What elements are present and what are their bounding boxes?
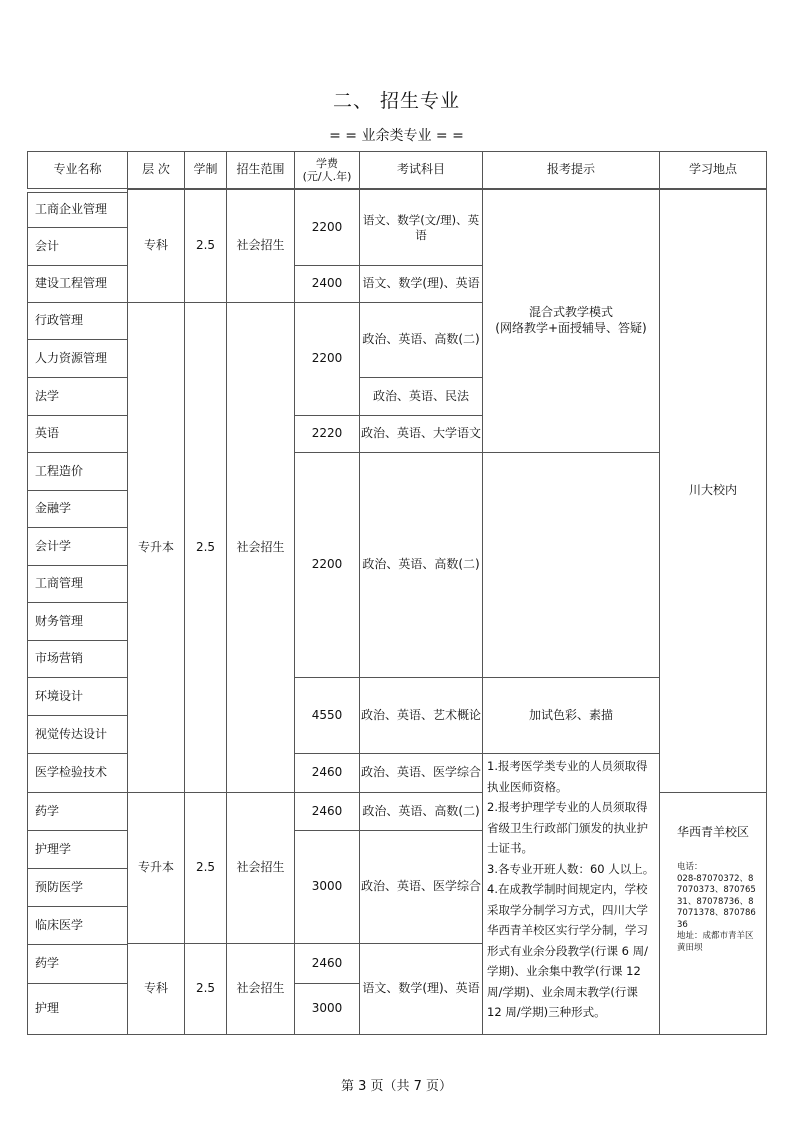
- major-cell: 预防医学: [27, 868, 128, 907]
- major-cell: 金融学: [27, 490, 128, 528]
- phone-label: 电话：: [677, 862, 703, 872]
- level-cell: 专升本: [127, 302, 185, 793]
- note-2: 2.报考护理学专业的人员须取得省级卫生行政部门颁发的执业护士证书。: [487, 800, 648, 855]
- exam-cell: 政治、英语、高数(二): [359, 792, 483, 831]
- exam-cell: 语文、数学(文/理)、英语: [359, 189, 483, 266]
- tip-notes: [482, 753, 660, 1035]
- header-name: 专业名称: [27, 151, 128, 189]
- major-cell: 会计: [27, 227, 128, 266]
- major-cell: 工程造价: [27, 452, 128, 491]
- campus2-address: 地址：成都市青羊区黄田坝: [677, 931, 754, 953]
- major-cell: 护理学: [27, 830, 128, 869]
- fee-cell: 2460: [294, 753, 360, 793]
- level-cell: 专科: [127, 189, 185, 303]
- scope-cell: 社会招生: [226, 189, 295, 303]
- years-cell: 2.5: [184, 792, 227, 944]
- major-cell: 环境设计: [27, 677, 128, 716]
- exam-cell: 政治、英语、医学综合: [359, 753, 483, 793]
- tip-empty: [482, 452, 660, 678]
- tip-mixed-title: 混合式教学模式: [528, 305, 613, 320]
- note-4: 4.在成教学制时间规定内，学校采取学分制学习方式，四川大学华西青羊校区实行学分制，学习形式有业余分段教学(行课 6 周/学期)、业余集中教学(行课 12 周/学期)、业余周末教学(行课 12 周/学期)三种形式。: [487, 882, 648, 1019]
- exam-cell: 政治、英语、高数(二): [359, 302, 483, 378]
- major-cell: 工商企业管理: [27, 192, 128, 228]
- level-cell: 专科: [127, 943, 185, 1035]
- fee-cell: 2220: [294, 415, 360, 453]
- major-cell: 会计学: [27, 527, 128, 566]
- header-place: 学习地点: [659, 151, 767, 189]
- major-cell: 英语: [27, 415, 128, 453]
- header-years: 学制: [184, 151, 227, 189]
- exam-cell: 语文、数学(理)、英语: [359, 943, 483, 1035]
- majors-table: [27, 151, 767, 1035]
- exam-cell: 政治、英语、民法: [359, 377, 483, 416]
- major-cell: 工商管理: [27, 565, 128, 603]
- exam-cell: 政治、英语、艺术概论: [359, 677, 483, 754]
- scope-cell: 社会招生: [226, 943, 295, 1035]
- header-level: 层 次: [127, 151, 185, 189]
- fee-cell: 2400: [294, 265, 360, 303]
- fee-cell: 3000: [294, 830, 360, 944]
- tip-art: 加试色彩、素描: [482, 677, 660, 754]
- years-cell: 2.5: [184, 189, 227, 303]
- section-title: 二、 招生专业: [332, 90, 461, 112]
- fee-cell: 2200: [294, 452, 360, 678]
- fee-cell: 2460: [294, 792, 360, 831]
- header-scope: 招生范围: [226, 151, 295, 189]
- place-campus2: [659, 792, 767, 1035]
- tip-mixed-sub: (网络教学+面授辅导、答疑): [495, 321, 647, 335]
- exam-cell: 语文、数学(理)、英语: [359, 265, 483, 303]
- major-cell: 市场营销: [27, 640, 128, 678]
- fee-cell: 2460: [294, 943, 360, 984]
- level-cell: 专升本: [127, 792, 185, 944]
- fee-cell: 2200: [294, 302, 360, 416]
- fee-cell: 3000: [294, 983, 360, 1035]
- fee-cell: 2200: [294, 189, 360, 266]
- major-cell: 法学: [27, 377, 128, 416]
- phone-numbers: 028-87070372、87070373、87076531、87078736、87071378、87078636: [677, 873, 756, 930]
- major-cell: 财务管理: [27, 602, 128, 641]
- place-campus1: 川大校内: [659, 189, 767, 793]
- exam-cell: 政治、英语、大学语文: [359, 415, 483, 453]
- note-3: 3.各专业开班人数：60 人以上。: [487, 861, 655, 876]
- note-1: 1.报考医学类专业的人员须取得执业医师资格。: [487, 759, 648, 794]
- major-cell: 药学: [27, 792, 128, 831]
- section-subtitle: = = 业余类专业 = =: [329, 128, 464, 144]
- tip-mixed-teaching: [482, 189, 660, 453]
- years-cell: 2.5: [184, 943, 227, 1035]
- page-footer: 第 3 页（共 7 页）: [340, 1079, 453, 1094]
- major-cell: 护理: [27, 983, 128, 1035]
- major-cell: 药学: [27, 944, 128, 984]
- header-fee: 学费 (元/人.年): [294, 151, 360, 189]
- campus2-contact: [677, 862, 761, 954]
- years-cell: 2.5: [184, 302, 227, 793]
- header-exam: 考试科目: [359, 151, 483, 189]
- major-cell: 临床医学: [27, 906, 128, 945]
- major-cell: 视觉传达设计: [27, 715, 128, 754]
- major-cell: 建设工程管理: [27, 265, 128, 303]
- scope-cell: 社会招生: [226, 302, 295, 793]
- major-cell: 人力资源管理: [27, 339, 128, 378]
- major-cell: 行政管理: [27, 302, 128, 340]
- major-cell: 医学检验技术: [27, 753, 128, 793]
- scope-cell: 社会招生: [226, 792, 295, 944]
- header-tips: 报考提示: [482, 151, 660, 189]
- exam-cell: 政治、英语、医学综合: [359, 830, 483, 944]
- fee-cell: 4550: [294, 677, 360, 754]
- campus2-name: 华西青羊校区: [677, 825, 750, 839]
- exam-cell: 政治、英语、高数(二): [359, 452, 483, 678]
